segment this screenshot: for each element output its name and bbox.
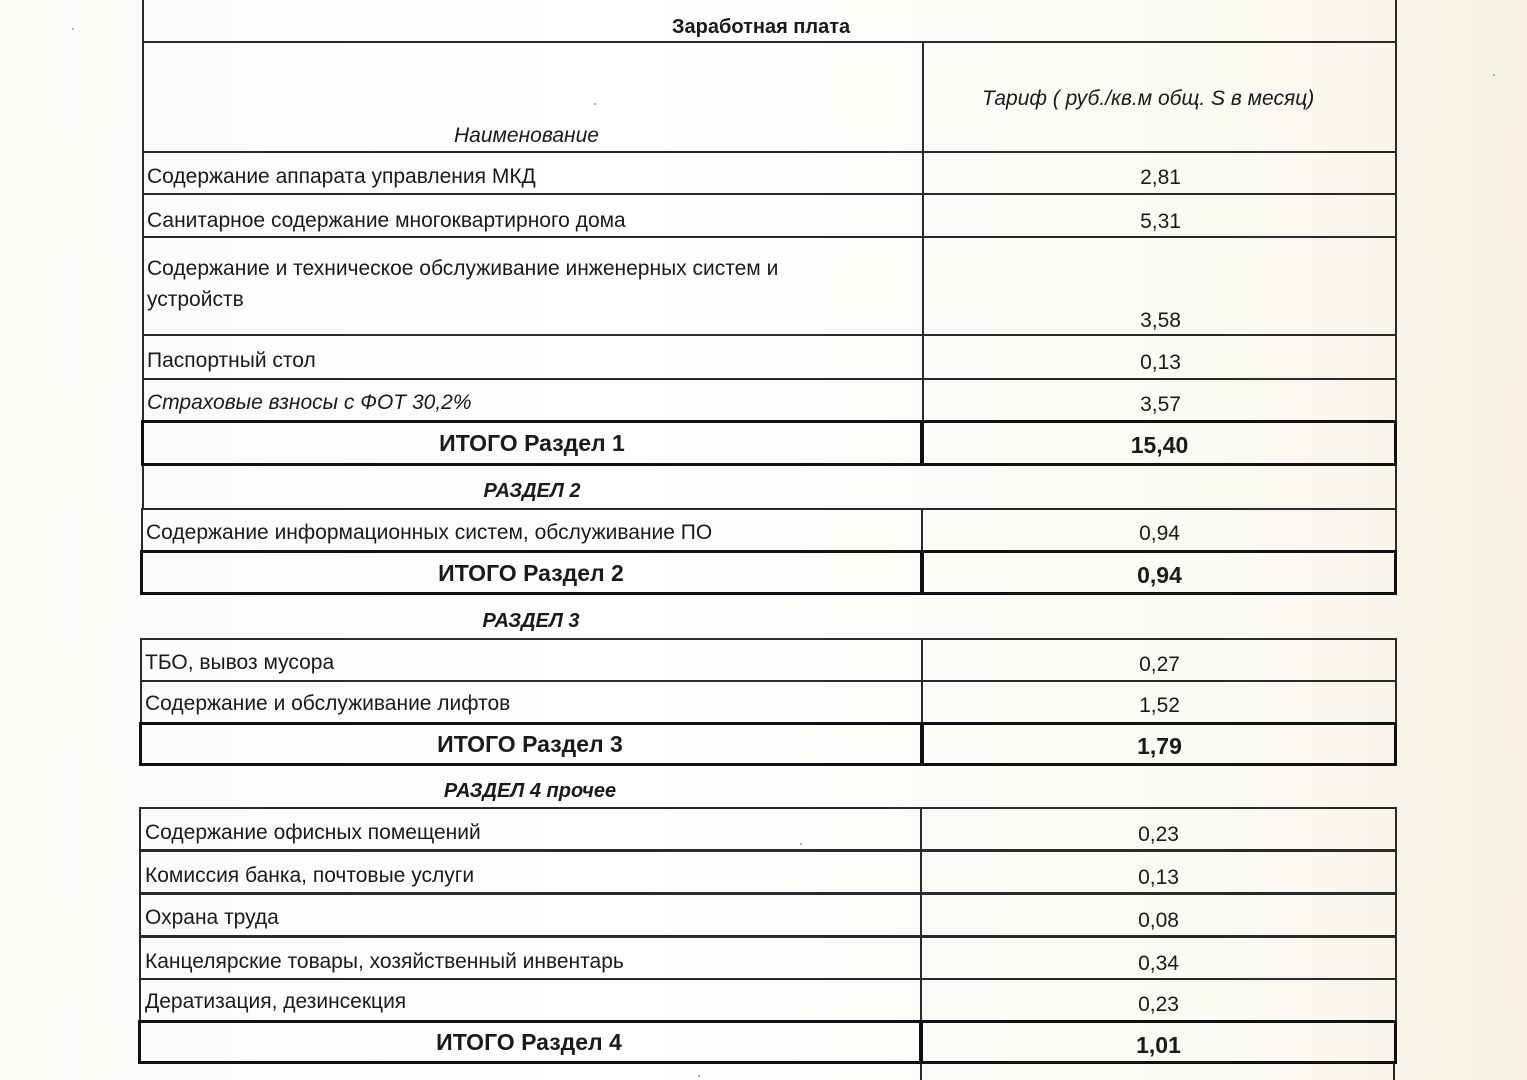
divider [142, 41, 1397, 43]
row-value: 5,31 [1140, 210, 1181, 233]
total-label: ИТОГО Раздел 2 [438, 560, 624, 586]
row-name: Содержание информационных систем, обслуживание ПО [146, 521, 713, 544]
scan-speck [800, 843, 802, 845]
total-value: 0,94 [1137, 562, 1182, 588]
total-value: 1,79 [1137, 733, 1182, 759]
row-name: Содержание аппарата управления МКД [147, 165, 536, 188]
row-value: 0,23 [1138, 993, 1179, 1016]
row-value: 0,27 [1139, 653, 1180, 676]
row-value: 0,34 [1138, 952, 1179, 975]
row-value: 3,58 [1140, 309, 1181, 332]
divider [142, 151, 1397, 153]
total-label: ИТОГО Раздел 3 [437, 731, 623, 757]
row-name: Дератизация, дезинсекция [145, 990, 407, 1013]
total-label: ИТОГО Раздел 4 [436, 1029, 622, 1055]
row-value: 1,52 [1139, 694, 1180, 717]
row-value: 0,23 [1138, 823, 1179, 846]
total-value: 1,01 [1136, 1032, 1181, 1058]
section-title: РАЗДЕЛ 4 прочее [443, 780, 617, 802]
section-title: РАЗДЕЛ 3 [482, 610, 580, 632]
scan-speck [1493, 74, 1495, 76]
scan-speck [72, 28, 74, 30]
total-value: 15,40 [1130, 432, 1189, 458]
table-right-border [1393, 1064, 1395, 1080]
column-divider [920, 1064, 922, 1080]
row-name: Охрана труда [145, 906, 279, 929]
row-name: Содержание и обслуживание лифтов [145, 692, 511, 715]
row-name: Комиссия банка, почтовые услуги [145, 864, 475, 887]
divider [142, 193, 1397, 195]
column-header-tariff: Тариф ( руб./кв.м общ. S в месяц) [982, 87, 1315, 110]
row-value: 0,13 [1138, 866, 1179, 889]
row-value: 0,13 [1140, 351, 1181, 374]
scan-speck [698, 1075, 700, 1077]
divider [142, 334, 1397, 336]
row-name: Страховые взносы с ФОТ 30,2% [147, 391, 472, 414]
row-value: 0,94 [1139, 522, 1180, 545]
scan-speck [594, 103, 596, 105]
row-name: Содержание офисных помещений [145, 821, 481, 844]
table-title: Заработная плата [672, 16, 851, 38]
column-header-name: Наименование [454, 124, 599, 147]
row-name: Канцелярские товары, хозяйственный инвентарь [145, 950, 624, 973]
row-value: 2,81 [1140, 166, 1181, 189]
row-name: ТБО, вывоз мусора [145, 651, 335, 674]
divider [142, 378, 1397, 380]
row-value: 3,57 [1140, 393, 1181, 416]
row-value: 0,08 [1138, 909, 1179, 932]
table-right-border [1395, 465, 1397, 509]
total-label: ИТОГО Раздел 1 [439, 430, 625, 456]
table-left-border [142, 0, 144, 465]
divider [142, 236, 1397, 238]
section-title: РАЗДЕЛ 2 [483, 480, 581, 502]
row-name: Санитарное содержание многоквартирного дома [147, 209, 626, 232]
row-name-line2: устройств [147, 288, 244, 311]
row-name: Паспортный стол [147, 349, 316, 372]
row-name-line1: Содержание и техническое обслуживание инженерных систем и [147, 257, 779, 280]
